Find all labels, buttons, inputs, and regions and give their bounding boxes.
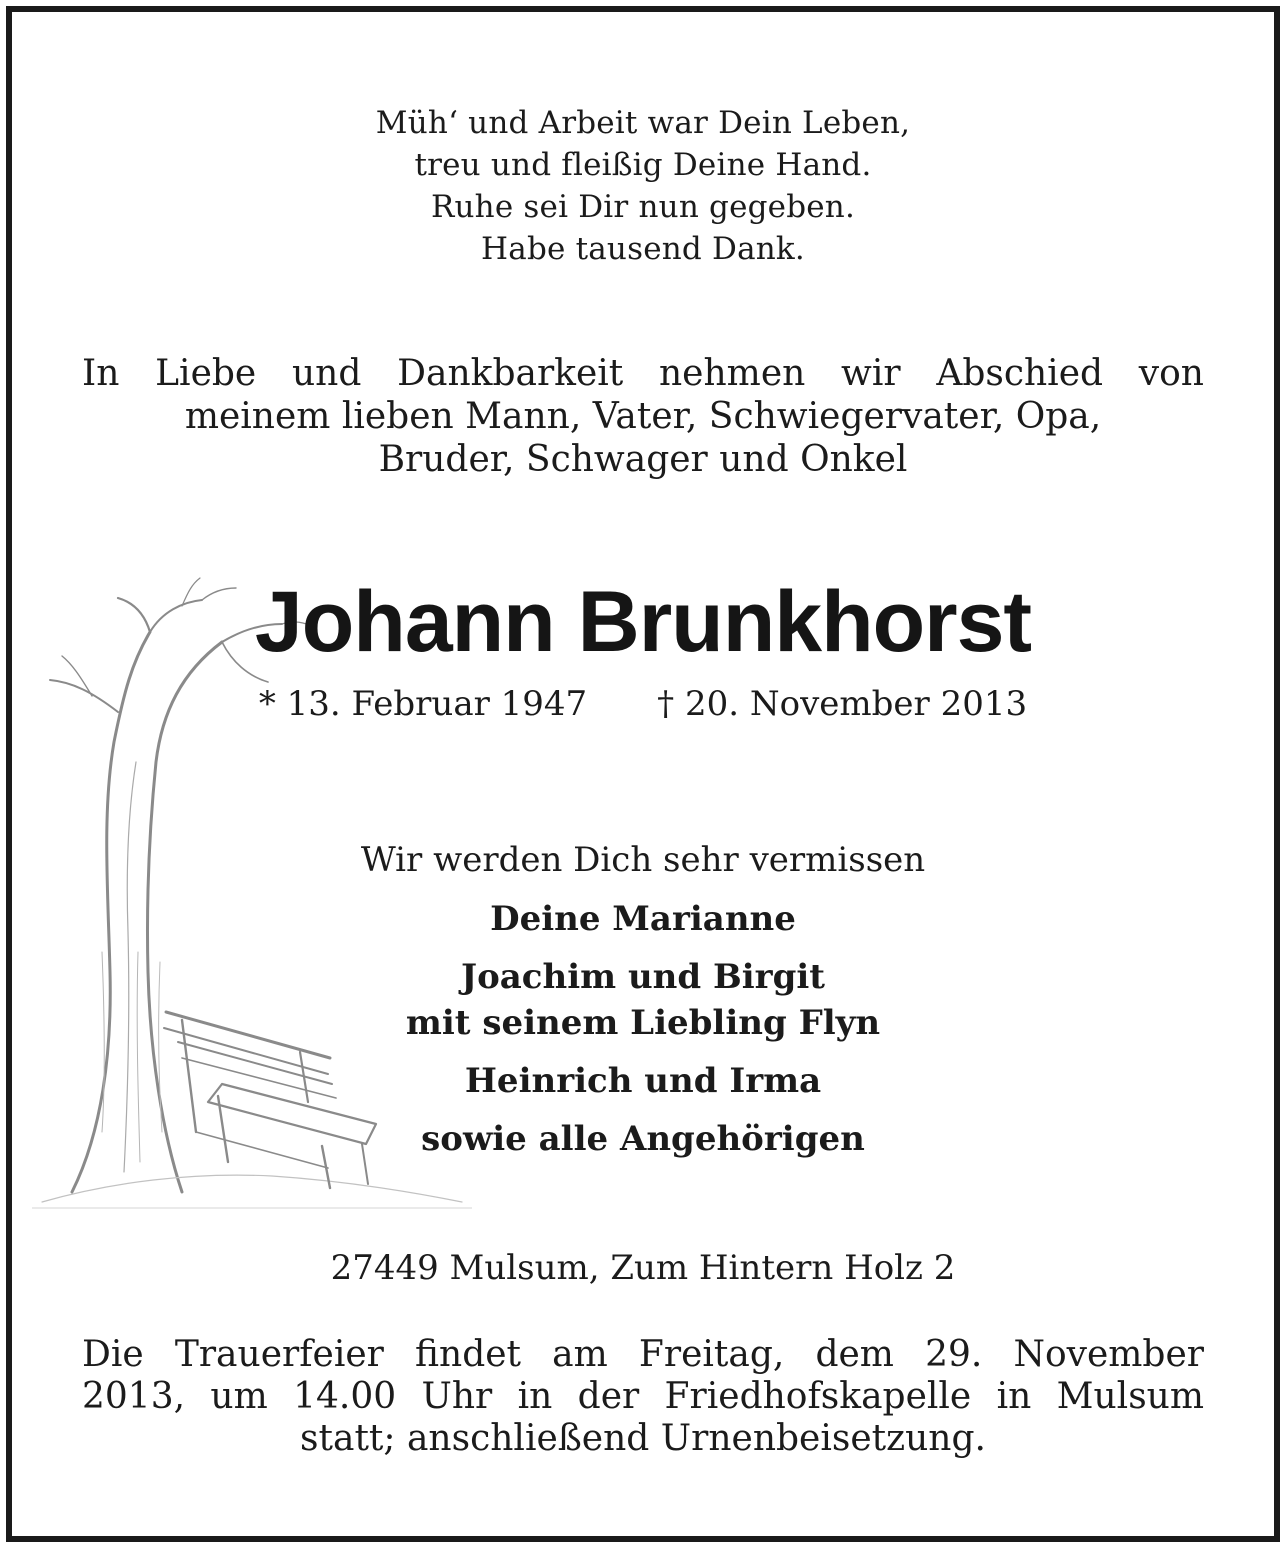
mourner-line: sowie alle Angehörigen: [421, 1119, 865, 1159]
ceremony-line: 2013, um 14.00 Uhr in der Friedhofskapelle in Mulsum: [82, 1376, 1204, 1417]
death-date: † 20. November 2013: [657, 684, 1028, 724]
poem-line: Müh‘ und Arbeit war Dein Leben,: [375, 105, 911, 141]
ceremony-line: Die Trauerfeier findet am Freitag, dem 29. November: [82, 1334, 1204, 1375]
farewell-intro: [82, 352, 1204, 481]
mourner-line: Joachim und Birgit: [461, 957, 825, 997]
mourners-list: [12, 896, 1274, 1174]
mourner-line: Heinrich und Irma: [464, 1061, 822, 1101]
intro-line: meinem lieben Mann, Vater, Schwiegervater, Opa,: [184, 396, 1102, 437]
mourner-line: Deine Marianne: [490, 899, 796, 939]
address: 27449 Mulsum, Zum Hintern Holz 2: [330, 1248, 956, 1288]
mourners-intro: Wir werden Dich sehr vermissen: [360, 840, 926, 880]
poem-line: Ruhe sei Dir nun gegeben.: [430, 189, 856, 225]
intro-line: Bruder, Schwager und Onkel: [378, 439, 908, 480]
memorial-poem: [12, 102, 1274, 270]
ceremony-line: statt; anschließend Urnenbeisetzung.: [300, 1418, 986, 1459]
birth-date: * 13. Februar 1947: [258, 684, 588, 724]
mourner-group: [12, 1116, 1274, 1162]
mourner-group: [12, 954, 1274, 1046]
mourner-line: mit seinem Liebling Flyn: [405, 1003, 881, 1043]
mourner-group: [12, 896, 1274, 942]
mourner-group: [12, 1058, 1274, 1104]
poem-line: Habe tausend Dank.: [481, 231, 805, 267]
obituary-notice: [6, 6, 1280, 1542]
life-dates: [12, 682, 1274, 726]
intro-line: In Liebe und Dankbarkeit nehmen wir Abschied von: [82, 353, 1204, 394]
ceremony-info: [82, 1334, 1204, 1460]
deceased-name: Johann Brunkhorst: [254, 574, 1032, 670]
poem-line: treu und fleißig Deine Hand.: [414, 147, 872, 183]
